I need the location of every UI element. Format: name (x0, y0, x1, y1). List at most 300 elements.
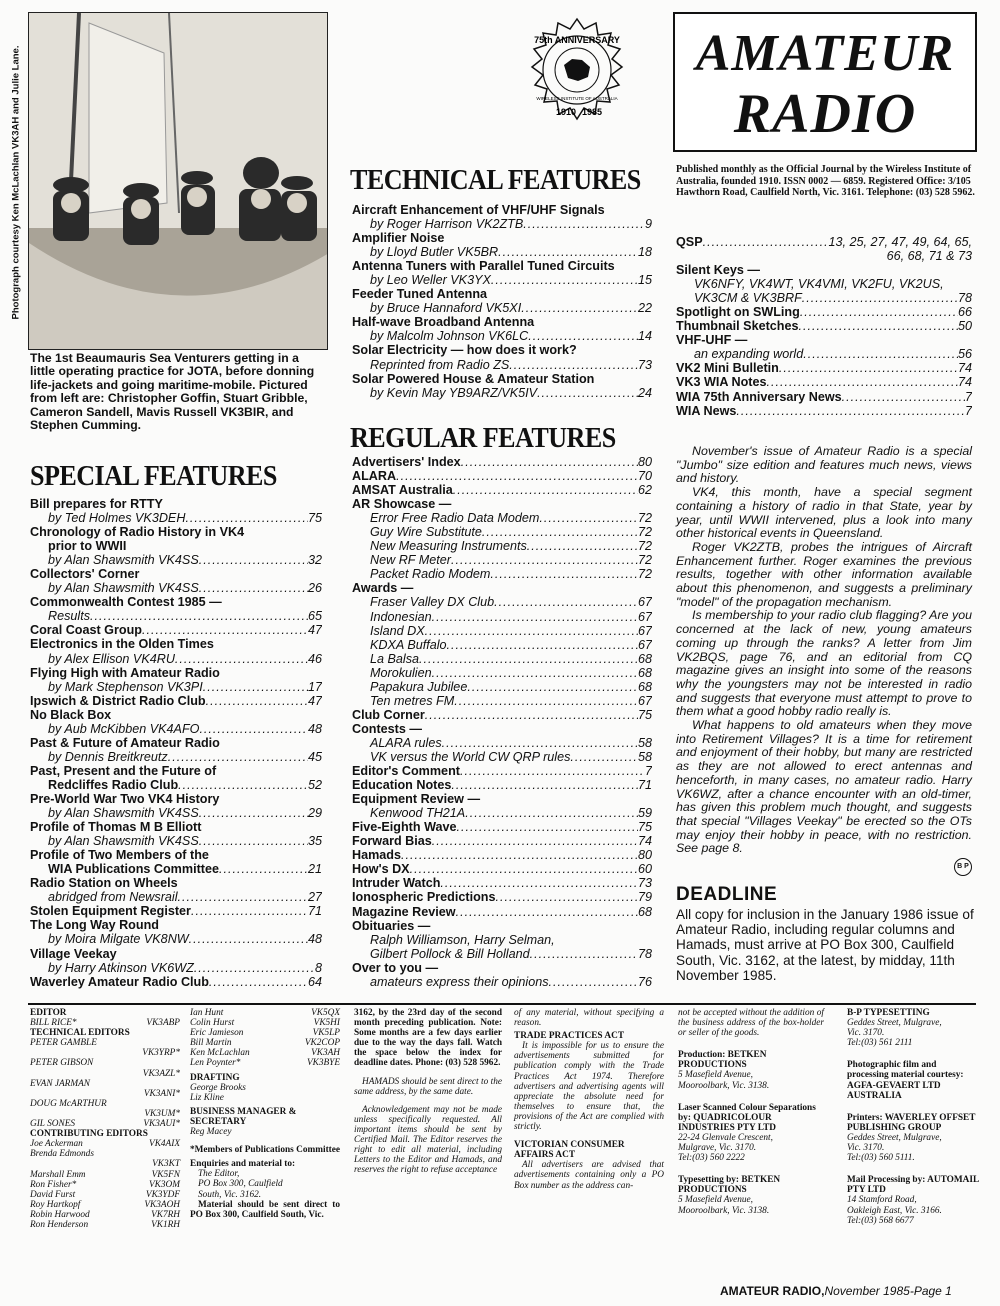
toc-entry-title: Past & Future of Amateur Radio (30, 735, 220, 750)
leader-dots (168, 750, 308, 764)
leader-dots (447, 638, 638, 652)
mail-line: Oakleigh East, Vic. 3166. (847, 1205, 942, 1216)
toc-entry (352, 708, 652, 722)
enquiries-line: The Editor, (198, 1169, 240, 1180)
leader-dots (465, 806, 638, 820)
staff-row (30, 1190, 180, 1200)
toc-entry (352, 722, 652, 736)
toc-entry-title: Intruder Watch (352, 876, 441, 891)
anniversary-seal (520, 15, 635, 135)
contrib-editors-list (30, 1139, 180, 1230)
toc-entry-title: Profile of Two Members of the (30, 848, 209, 863)
toc-entry-page: 75 (307, 511, 322, 526)
leader-dots (194, 961, 315, 975)
staff-name: Colin Hurst (190, 1018, 235, 1029)
toc-entry-page: 18 (637, 245, 652, 260)
regular-features-heading: REGULAR FEATURES (350, 422, 616, 454)
staff-callsign: VK7RH (151, 1209, 180, 1220)
toc-entry (352, 483, 652, 497)
toc-entry-subtitle: 66, 68, 71 & 73 (886, 249, 972, 264)
toc-entry (30, 764, 322, 778)
toc-entry-title: Over to you — (352, 960, 439, 975)
toc-entry-page: 66 (957, 305, 972, 320)
toc-entry (30, 792, 322, 806)
leader-dots (199, 806, 308, 820)
toc-entry-page: 45 (307, 749, 322, 764)
technical-features-list (352, 203, 652, 400)
toc-entry-page: 76 (637, 974, 652, 989)
toc-entry-title: Solar Electricity — how does it work? (352, 343, 577, 358)
technical-features-heading: TECHNICAL FEATURES (350, 164, 641, 196)
toc-entry (30, 511, 322, 525)
toc-entry-page: 74 (637, 834, 652, 849)
toc-entry-title: ALARA (352, 469, 397, 484)
toc-entry-page: 75 (637, 820, 652, 835)
toc-entry-title: prior to WWII (48, 539, 127, 554)
production-line: 5 Masefield Avenue, (678, 1070, 753, 1081)
staff-name: Joe Ackerman (30, 1139, 83, 1150)
toc-entry (352, 595, 652, 609)
leader-dots (803, 347, 958, 361)
toc-entry-subtitle: Error Free Radio Data Modem (370, 511, 540, 526)
editor-row: BILL RICE* VK3ABP (30, 1018, 180, 1029)
staff-row (30, 1048, 180, 1058)
toc-entry-page: 48 (307, 932, 322, 947)
toc-entry-page: 68 (637, 651, 652, 666)
toc-entry-page: 64 (307, 974, 322, 989)
toc-entry (30, 722, 322, 736)
toc-entry-subtitle: Packet Radio Modem (370, 567, 491, 582)
staff-name: Roy Hartkopf (30, 1199, 81, 1210)
toc-entry (30, 708, 322, 722)
leader-dots (482, 525, 638, 539)
staff-row (30, 1038, 180, 1048)
toc-entry-title: Half-wave Broadband Antenna (352, 315, 535, 330)
toc-entry-subtitle: Indonesian (370, 609, 432, 624)
leader-dots (453, 483, 638, 497)
toc-entry-title: Chronology of Radio History in VK4 (30, 525, 245, 540)
toc-entry (352, 694, 652, 708)
toc-entry-title: Editor's Comment (352, 764, 460, 779)
toc-entry-page: 58 (637, 749, 652, 764)
editorial-paragraph: What happens to old amateurs when they move into Retirement Villages? It is a time for retirement and enjoyment of their hobby, but many are restricted as they are not allowed to erect antennas and henceforth, in many cases, no amateur radio. Harry VK6WZ, after a chance encounter with an old-timer, has given this problem much thought, and suggests that special "Villages Veekay" be erected so the OTs may enjoy their hobby in peace, with no restriction. See page 8. (676, 718, 972, 856)
leader-dots (175, 652, 308, 666)
toc-entry-page: 17 (307, 679, 322, 694)
toc-entry (352, 553, 652, 567)
contrib-editors-heading: CONTRIBUTING EDITORS (30, 1129, 148, 1140)
toc-entry-page: 67 (637, 609, 652, 624)
toc-entry-subtitle: by Leo Weller VK3YX (370, 273, 491, 288)
toc-entry (30, 609, 322, 623)
toc-entry-subtitle: ALARA rules (370, 735, 442, 750)
toc-entry-page: 35 (307, 834, 322, 849)
toc-entry-subtitle: Reprinted from Radio ZS (370, 357, 510, 372)
toc-entry-subtitle: Morokulien (370, 665, 432, 680)
staff-callsign: VK5HI (313, 1018, 340, 1029)
toc-entry (352, 231, 652, 245)
typesetting-line: 5 Masefield Avenue, (678, 1195, 753, 1206)
toc-entry-subtitle: Ten metres FM (370, 693, 455, 708)
toc-entry-title: Silent Keys — (676, 263, 760, 278)
staff-callsign: VK5FN (151, 1169, 180, 1180)
leader-dots (570, 750, 638, 764)
toc-entry-page: 72 (637, 539, 652, 554)
toc-entry (676, 361, 972, 375)
enquiries-line: South, Vic. 3162. (198, 1189, 262, 1200)
toc-entry-title: Feeder Tuned Antenna (352, 287, 488, 302)
photo-supply-heading: Photographic film and processing material courtesy: AGFA-GEVAERT LTD AUSTRALIA (847, 1060, 964, 1101)
leader-dots (440, 876, 638, 890)
toc-entry (352, 905, 652, 919)
toc-entry (352, 848, 652, 862)
toc-entry-title: Amplifier Noise (352, 231, 445, 246)
leader-dots (457, 820, 638, 834)
toc-entry-page: 71 (307, 904, 322, 919)
toc-entry-subtitle: by Ted Holmes VK3DEH (48, 511, 186, 526)
leader-dots (521, 301, 638, 315)
staff-name: DOUG McARTHUR (30, 1098, 107, 1109)
staff-callsign: VK3AOH (144, 1199, 180, 1210)
toc-entry (30, 680, 322, 694)
toc-entry-subtitle: Island DX (370, 623, 425, 638)
leader-dots (456, 905, 638, 919)
consumer-affairs-text: All advertisers are advised that advertisements containing only a PO Box number as the address can- (514, 1160, 664, 1191)
editorial-paragraph: VK4, this month, have a special segment containing a history of radio in that State, year by year, until WWII intervened, plus a look into many other historical events in Queensland. (676, 485, 972, 541)
toc-entry (30, 750, 322, 764)
toc-entry-title: Village Veekay (30, 946, 117, 961)
toc-entry (352, 539, 652, 553)
leader-dots (467, 680, 638, 694)
photo-caption: The 1st Beaumauris Sea Venturers getting in a little operating practice for JOTA, before donning life-jackets and going maritime-mobile. Pictured from left are: Christopher Goffin, Stuart Gribble, Cameron Sandell, Mavis Russell VK3BIR, and Stephen Cumming. (30, 351, 315, 433)
toc-entry (352, 876, 652, 890)
seal-year-start: 1910 (556, 107, 577, 117)
staff-row (30, 1210, 180, 1220)
toc-entry (676, 235, 972, 249)
deadline-heading: DEADLINE (676, 884, 778, 905)
toc-entry-title: VK2 Mini Bulletin (676, 361, 779, 376)
leader-dots (490, 567, 638, 581)
toc-entry (352, 358, 652, 372)
toc-entry (352, 455, 652, 469)
staff-row (30, 1099, 180, 1109)
toc-entry-page: 68 (637, 904, 652, 919)
toc-entry (676, 277, 972, 291)
printers-line: Tel:(03) 560 5111. (847, 1153, 915, 1164)
staff-row (30, 1139, 180, 1149)
toc-entry-subtitle: Papakura Jubilee (370, 679, 468, 694)
leader-dots (495, 890, 638, 904)
toc-entry-subtitle: by Mark Stephenson VK3PI (48, 679, 203, 694)
contrib-editors-list-2 (190, 1008, 340, 1069)
drafting-name: George Brooks (190, 1082, 246, 1093)
toc-entry-subtitle: by Alan Shawsmith VK4SS (48, 806, 199, 821)
leader-dots (410, 862, 638, 876)
toc-entry-subtitle: KDXA Buffalo (370, 637, 447, 652)
leader-dots (199, 581, 308, 595)
special-features-heading: SPECIAL FEATURES (30, 460, 277, 492)
toc-entry-title: Magazine Review (352, 904, 456, 919)
staff-callsign: VK3YRP* (142, 1048, 180, 1059)
staff-callsign: VK3UM* (144, 1108, 180, 1119)
toc-entry-page: 22 (637, 301, 652, 316)
toc-entry (352, 217, 652, 231)
toc-entry (352, 511, 652, 525)
toc-entry-page: 68 (637, 679, 652, 694)
staff-row (30, 1220, 180, 1230)
business-manager-heading: BUSINESS MANAGER & SECRETARY (190, 1106, 297, 1127)
leader-dots (396, 469, 638, 483)
toc-entry (30, 961, 322, 975)
staff-callsign: VK5QX (311, 1008, 340, 1018)
staff-callsign: VK3AZL* (142, 1068, 180, 1079)
toc-entry-page: 7 (964, 403, 972, 418)
leader-dots (767, 375, 958, 389)
toc-entry-page: 72 (637, 525, 652, 540)
leader-dots (461, 455, 638, 469)
trade-practices-heading: TRADE PRACTICES ACT (514, 1031, 625, 1042)
toc-entry-page: 62 (637, 483, 652, 498)
toc-entry (676, 390, 972, 404)
staff-row (190, 1048, 340, 1058)
legal-column (514, 1008, 664, 1191)
toc-entry-page: 59 (637, 806, 652, 821)
toc-entry-title: Past, Present and the Future of (30, 763, 217, 778)
leader-dots (206, 694, 308, 708)
toc-entry (352, 961, 652, 975)
leader-dots (189, 932, 308, 946)
staff-callsign: VK3AH (311, 1048, 340, 1059)
toc-entry (352, 652, 652, 666)
toc-entry (352, 315, 652, 329)
deadline-text: All copy for inclusion in the January 1986 issue of Amateur Radio, including regular columns and Hamads, must arrive at PO Box 300, Caulfield South, Vic. 3162, at the latest, by midday, 11th November 1985. (676, 907, 974, 983)
toc-entry-page: 14 (637, 329, 652, 344)
seal-bottom-text: WIRELESS INSTITUTE OF AUSTRALIA (536, 96, 618, 101)
leader-dots (199, 722, 308, 736)
leader-dots (802, 291, 958, 305)
toc-entry-page: 46 (307, 651, 322, 666)
toc-entry (352, 581, 652, 595)
toc-entry (676, 319, 972, 333)
toc-entry-subtitle: by Kevin May YB9ARZ/VK5IV (370, 385, 538, 400)
leader-dots (178, 778, 308, 792)
toc-entry (352, 273, 652, 287)
staff-name: PETER GIBSON (30, 1058, 94, 1069)
toc-entry (30, 848, 322, 862)
staff-row (30, 1149, 180, 1159)
toc-entry (352, 975, 652, 989)
editor-heading: EDITOR (30, 1008, 67, 1018)
policy-column (354, 1008, 502, 1175)
staff-name: Len Poynter* (190, 1058, 241, 1069)
toc-entry (30, 834, 322, 848)
masthead (673, 12, 977, 152)
staff-name: Ian Hunt (190, 1008, 224, 1018)
staff-column-1 (30, 1008, 180, 1230)
staff-callsign: VK4AIX (149, 1139, 180, 1150)
toc-entry-title: VHF-UHF — (676, 333, 748, 348)
staff-row (30, 1079, 180, 1089)
leader-dots (537, 386, 638, 400)
toc-entry-page: 47 (307, 623, 322, 638)
toc-entry-title: Advertisers' Index (352, 455, 461, 469)
staff-name: PETER GAMBLE (30, 1038, 97, 1049)
toc-entry-subtitle: by Dennis Breitkreutz (48, 749, 168, 764)
toc-entry (352, 778, 652, 792)
toc-entry-subtitle: VK versus the World CW QRP rules (370, 749, 571, 764)
leader-dots (442, 736, 638, 750)
toc-entry-subtitle: by Alex Ellison VK4RU (48, 651, 175, 666)
editorial-paragraph: November's issue of Amateur Radio is a special "Jumbo" size edition and features much news, views and history. (676, 444, 972, 486)
toc-entry-page: 7 (644, 764, 652, 779)
staff-name: David Furst (30, 1189, 76, 1200)
toc-entry-subtitle: Fraser Valley DX Club (370, 595, 495, 610)
toc-entry-page: 52 (307, 777, 322, 792)
mail-line: 14 Stamford Road, (847, 1195, 917, 1206)
production-heading: Production: BETKEN PRODUCTIONS (678, 1050, 767, 1071)
toc-entry-title: Thumbnail Sketches (676, 319, 799, 334)
misc-features-list (676, 235, 972, 418)
toc-entry-subtitle: by Lloyd Butler VK5BR (370, 245, 499, 260)
toc-entry (352, 329, 652, 343)
leader-dots (498, 245, 638, 259)
toc-entry-page: 75 (637, 707, 652, 722)
toc-entry-title: Ipswich & District Radio Club (30, 693, 206, 708)
toc-entry-title: Electronics in the Olden Times (30, 637, 214, 652)
toc-entry-subtitle: Gilbert Pollock & Bill Holland (370, 946, 530, 961)
leader-dots (798, 319, 958, 333)
toc-entry (30, 876, 322, 890)
toc-entry-title: Radio Station on Wheels (30, 876, 178, 891)
toc-entry-title: Bill prepares for RTTY (30, 497, 163, 511)
toc-entry (30, 736, 322, 750)
toc-entry-title: Contests — (352, 721, 422, 736)
staff-row (30, 1180, 180, 1190)
toc-entry (352, 610, 652, 624)
toc-entry (30, 525, 322, 539)
toc-entry (676, 333, 972, 347)
toc-entry-page: 73 (637, 357, 652, 372)
toc-entry-page: 48 (307, 721, 322, 736)
staff-name: Marshall Emm (30, 1169, 86, 1180)
staff-callsign: VK3BYE (306, 1058, 340, 1069)
toc-entry (352, 764, 652, 778)
members-note: *Members of Publications Committee (190, 1145, 341, 1156)
toc-entry (352, 203, 652, 217)
page-footer (720, 1284, 952, 1298)
leader-dots (432, 834, 638, 848)
toc-entry-page: 15 (637, 273, 652, 288)
toc-entry-title: Awards — (352, 581, 414, 596)
toc-entry-subtitle: by Bruce Hannaford VK5XI (370, 301, 522, 316)
toc-entry-subtitle: by Moira Milgate VK8NW (48, 932, 189, 947)
staff-name: Ron Fisher* (30, 1179, 77, 1190)
toc-entry-title: Flying High with Amateur Radio (30, 665, 220, 680)
toc-entry-title: Stolen Equipment Register (30, 904, 191, 919)
toc-entry (30, 904, 322, 918)
staff-row (190, 1018, 340, 1028)
trade-practices-text: It is impossible for us to ensure the advertisements submitted for publication comply with the Trade Practices Act 1974. Therefore advertisers and advertising agents will appreciate the absolute need for themselves to ensure that, the provisions of the Act are complied with strictly. (514, 1041, 664, 1133)
toc-entry-page: 32 (307, 553, 322, 568)
toc-entry-title: WIA Publications Committee (48, 862, 219, 877)
leader-dots (523, 217, 645, 231)
staff-callsign: VK1RH (151, 1219, 180, 1230)
leader-dots (460, 764, 645, 778)
staff-row (30, 1058, 180, 1068)
staff-row (30, 1089, 180, 1099)
toc-entry (352, 792, 652, 806)
laser-heading: Laser Scanned Colour Separations by: QUADRICOLOUR INDUSTRIES PTY LTD (678, 1102, 816, 1133)
staff-callsign: VK5LP (312, 1028, 340, 1039)
mail-line: Tel:(03) 568 6677 (847, 1215, 914, 1226)
toc-entry (676, 291, 972, 305)
toc-entry-title: Spotlight on SWLing (676, 305, 800, 320)
leader-dots (549, 975, 638, 989)
toc-entry-title: Club Corner (352, 707, 425, 722)
leader-dots (203, 680, 308, 694)
leader-dots (401, 848, 638, 862)
bp-mark-icon: B P (954, 858, 972, 876)
footer-issue: November 1985-Page 1 (824, 1284, 952, 1298)
toc-entry-page: 67 (637, 637, 652, 652)
toc-entry-subtitle: Guy Wire Substitute (370, 525, 482, 540)
legal-text: of any material, without specifying a reason. (514, 1008, 664, 1029)
toc-entry-title: WIA News (676, 403, 737, 418)
typesetting-heading: Typesetting by: BETKEN PRODUCTIONS (678, 1175, 781, 1196)
leader-dots (491, 273, 638, 287)
toc-entry-title: QSP (676, 235, 703, 249)
toc-entry-subtitle: by Aub McKibben VK4AFO (48, 721, 200, 736)
toc-entry-title: Waverley Amateur Radio Club (30, 974, 209, 989)
toc-entry-title: VK3 WIA Notes (676, 375, 767, 390)
editorial-text (676, 445, 972, 876)
toc-entry-subtitle: an expanding world (694, 347, 804, 362)
toc-entry-subtitle: by Alan Shawsmith VK4SS (48, 553, 199, 568)
toc-entry-title: No Black Box (30, 707, 112, 722)
toc-entry-title: Commonwealth Contest 1985 — (30, 595, 222, 610)
typesetting-line: Mooroolbark, Vic. 3138. (678, 1205, 770, 1216)
toc-entry-subtitle: New RF Meter (370, 553, 451, 568)
tech-editors-list (30, 1038, 180, 1129)
toc-entry (30, 862, 322, 876)
toc-entry (676, 347, 972, 361)
toc-entry (30, 975, 322, 989)
toc-entry-page: 79 (637, 890, 652, 905)
leader-dots (178, 890, 308, 904)
staff-row (30, 1109, 180, 1119)
toc-entry-title: Forward Bias (352, 834, 432, 849)
toc-entry-page: 27 (307, 890, 322, 905)
toc-entry-page: 65 (307, 609, 322, 624)
toc-entry-title: Equipment Review — (352, 792, 481, 807)
staff-row (30, 1069, 180, 1079)
toc-entry-page: 80 (637, 455, 652, 469)
toc-entry-page: 68 (637, 665, 652, 680)
toc-entry (30, 539, 322, 553)
leader-dots (530, 947, 638, 961)
toc-entry (30, 666, 322, 680)
toc-entry-subtitle: amateurs express their opinions (370, 974, 549, 989)
photo-illustration (29, 13, 328, 350)
toc-entry-subtitle: by Malcolm Johnson VK6LC (370, 329, 529, 344)
toc-entry (676, 305, 972, 319)
toc-entry (30, 947, 322, 961)
leader-dots (494, 595, 638, 609)
toc-entry (352, 343, 652, 357)
toc-entry-title: AR Showcase — (352, 497, 452, 512)
staff-name: Robin Harwood (30, 1209, 90, 1220)
bp-line: Geddes Street, Mulgrave, (847, 1018, 942, 1029)
toc-entry (30, 623, 322, 637)
